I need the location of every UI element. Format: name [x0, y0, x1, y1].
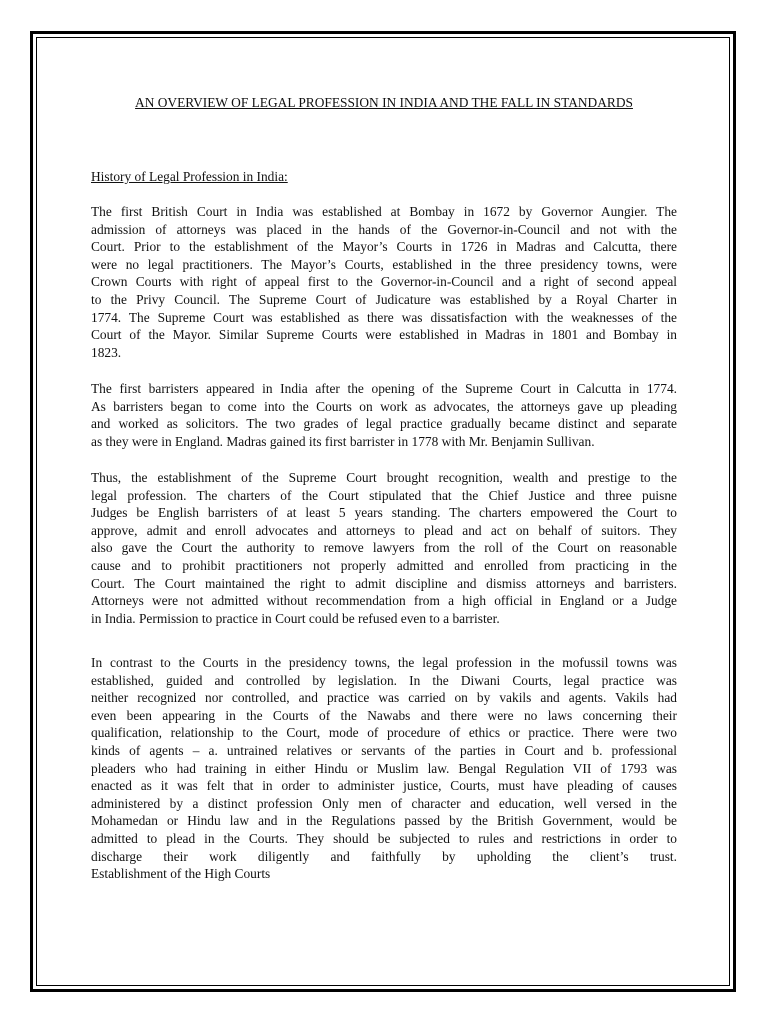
paragraph-line: The first barristers appeared in India after the opening of the Supreme Court in Calcutta in 1774. — [91, 381, 677, 396]
paragraph-line: kinds of agents – a. untrained relatives or servants of the parties in Court and b. professional — [91, 742, 677, 758]
paragraph-line: In contrast to the Courts in the presidency towns, the legal profession in the mofussil towns was — [91, 655, 677, 670]
paragraph-line: enacted as it was felt that in order to administer justice, Courts, must have pleading of causes — [91, 778, 677, 794]
paragraph-line: Mohamedan or Hindu law and in the Regulations passed by the British Government, would be — [91, 813, 677, 829]
paragraph-line: admitted to plead in the Courts. They should be subjected to rules and restrictions in order to — [91, 830, 677, 846]
paragraph-line: Court. The Court maintained the right to admit discipline and dismiss attorneys and barristers. — [91, 575, 677, 591]
paragraph-line: neither recognized nor controlled, and practice was carried on by vakils and agents. Vakils had — [91, 690, 677, 706]
paragraph-line: and worked as solicitors. The two grades of legal practice gradually became distinct and separate — [91, 416, 677, 432]
paragraph-line: discharge their work diligently and faithfully by upholding the client’s trust. — [91, 848, 677, 864]
paragraph-line: legal profession. The charters of the Court stipulated that the Chief Justice and three puisne — [91, 487, 677, 503]
paragraph-first-barristers — [91, 380, 677, 450]
paragraph-mofussil-towns — [91, 654, 677, 883]
paragraph-line: qualification, relationship to the Court, mode of procedure of ethics or practice. There were two — [91, 725, 677, 741]
paragraph-line: Crown Courts with right of appeal first to the Governor-in-Council and a right of second appeal — [91, 274, 677, 290]
paragraph-line: 1774. The Supreme Court was established as there was dissatisfaction with the weaknesses of the — [91, 309, 677, 325]
paragraph-line: Court of the Mayor. Similar Supreme Courts were established in Madras in 1801 and Bombay in — [91, 327, 677, 343]
paragraph-line: 1823. — [91, 344, 122, 360]
document-title: AN OVERVIEW OF LEGAL PROFESSION IN INDIA AND THE FALL IN STANDARDS — [135, 95, 633, 110]
paragraph-line: Court. Prior to the establishment of the Mayor’s Courts in 1726 in Madras and Calcutta, there — [91, 239, 677, 255]
paragraph-supreme-court-charters — [91, 469, 677, 627]
paragraph-line: Thus, the establishment of the Supreme Court brought recognition, wealth and prestige to the — [91, 470, 677, 485]
paragraph-line: cause and to prohibit practitioners not properly admitted and enrolled from practicing in the — [91, 557, 677, 573]
paragraph-line: as they were in England. Madras gained its first barrister in 1778 with Mr. Benjamin Sullivan. — [91, 433, 595, 449]
paragraph-line: Establishment of the High Courts — [91, 866, 271, 882]
paragraph-line: also gave the Court the authority to remove lawyers from the roll of the Court on reasonable — [91, 540, 677, 556]
paragraph-line: even been appearing in the Courts of the Nawabs and there were no laws concerning their — [91, 707, 677, 723]
paragraph-line: As barristers began to come into the Courts on work as advocates, the attorneys gave up pleading — [91, 398, 677, 414]
paragraph-line: administered by a distinct profession Only men of character and education, well versed in the — [91, 795, 677, 811]
section-heading: History of Legal Profession in India: — [91, 169, 288, 184]
paragraph-line: Judges be English barristers of at least 5 years standing. The charters empowered the Court to — [91, 505, 677, 521]
paragraph-line: in India. Permission to practice in Court could be refused even to a barrister. — [91, 610, 500, 626]
paragraph-line: were no legal practitioners. The Mayor’s Courts, established in the three presidency towns, were — [91, 256, 677, 272]
paragraph-line: pleaders who had training in either Hindu or Muslim law. Bengal Regulation VII of 1793 was — [91, 760, 677, 776]
paragraph-british-courts — [91, 203, 677, 361]
paragraph-line: The first British Court in India was established at Bombay in 1672 by Governor Aungier. The — [91, 204, 677, 219]
paragraph-line: Attorneys were not admitted without recommendation from a high official in England or a Judge — [91, 593, 677, 609]
paragraph-line: admission of attorneys was placed in the hands of the Governor-in-Council and not with the — [91, 221, 677, 237]
paragraph-line: approve, admit and enroll advocates and attorneys to plead and act on behalf of suitors. They — [91, 522, 677, 538]
paragraph-line: to the Privy Council. The Supreme Court of Judicature was established by a Royal Charter in — [91, 291, 677, 307]
paragraph-line: established, guided and controlled by legislation. In the Diwani Courts, legal practice was — [91, 672, 677, 688]
